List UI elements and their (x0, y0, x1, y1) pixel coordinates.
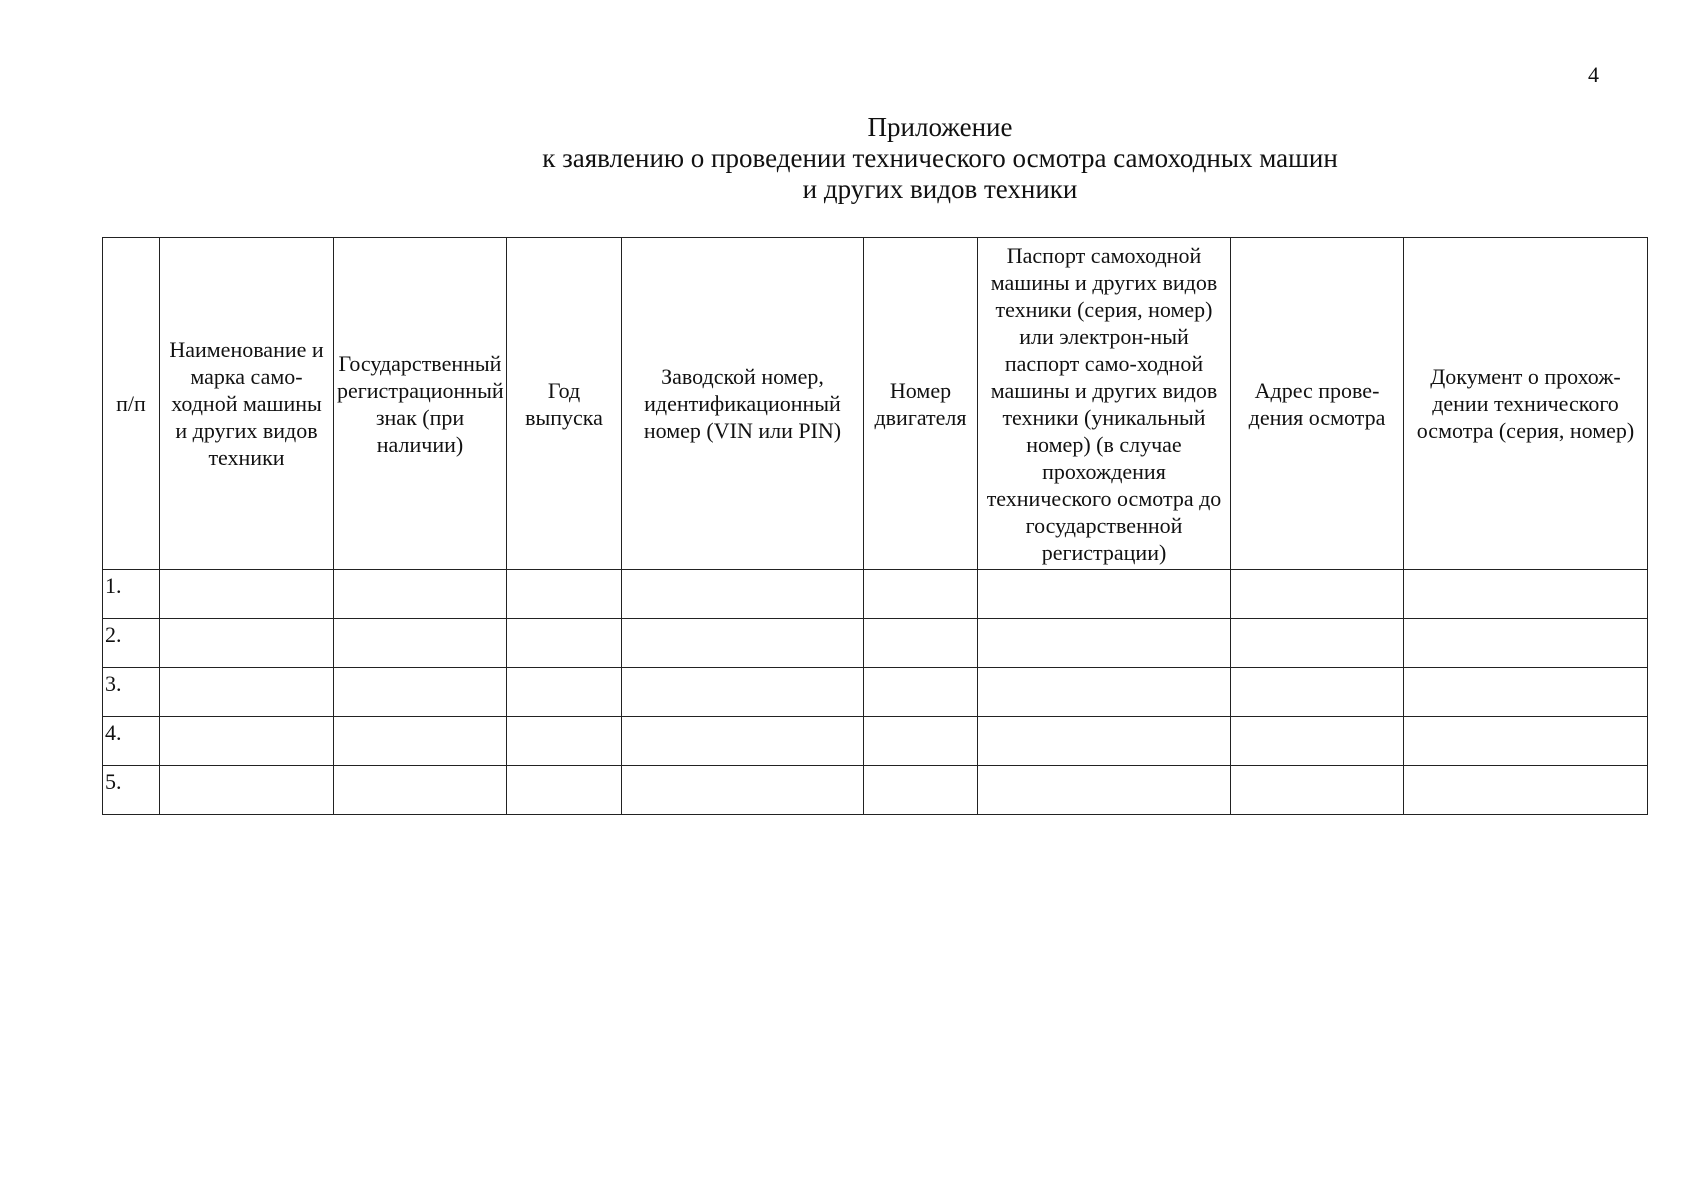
vin-pin-cell[interactable] (622, 668, 864, 717)
year-cell[interactable] (507, 766, 622, 815)
table-row (103, 570, 1648, 619)
title-line-1: Приложение (867, 112, 1013, 142)
vin-pin-cell[interactable] (622, 619, 864, 668)
name-brand-cell[interactable] (160, 619, 334, 668)
passport-cell[interactable] (978, 668, 1231, 717)
name-brand-cell[interactable] (160, 717, 334, 766)
row-number-cell: 1. (103, 570, 160, 619)
inspection-document-cell[interactable] (1404, 570, 1648, 619)
name-brand-cell[interactable] (160, 668, 334, 717)
table-row (103, 668, 1648, 717)
inspection-document-cell[interactable] (1404, 766, 1648, 815)
name-brand-cell[interactable] (160, 570, 334, 619)
vin-pin-cell[interactable] (622, 766, 864, 815)
inspection-address-cell[interactable] (1231, 766, 1404, 815)
engine-number-cell[interactable] (864, 570, 978, 619)
registration-plate-cell[interactable] (334, 717, 507, 766)
inspection-address-cell[interactable] (1231, 619, 1404, 668)
table-row (103, 717, 1648, 766)
engine-number-cell[interactable] (864, 717, 978, 766)
header-name-brand: Наименование и марка само-ходной машины и других видов техники (160, 238, 334, 570)
vin-pin-cell[interactable] (622, 570, 864, 619)
inspection-address-cell[interactable] (1231, 668, 1404, 717)
name-brand-cell[interactable] (160, 766, 334, 815)
appendix-title (380, 112, 1500, 205)
row-number-cell: 3. (103, 668, 160, 717)
inspection-address-cell[interactable] (1231, 717, 1404, 766)
year-cell[interactable] (507, 619, 622, 668)
registration-plate-cell[interactable] (334, 668, 507, 717)
header-inspection-address: Адрес прове-дения осмотра (1231, 238, 1404, 570)
table-row (103, 619, 1648, 668)
header-row-number: п/п (103, 238, 160, 570)
table-row (103, 766, 1648, 815)
title-line-2: к заявлению о проведении технического осмотра самоходных машин (542, 143, 1338, 173)
year-cell[interactable] (507, 717, 622, 766)
row-number-cell: 4. (103, 717, 160, 766)
title-line-3: и других видов техники (802, 174, 1078, 204)
year-cell[interactable] (507, 570, 622, 619)
machines-table (102, 237, 1648, 815)
vin-pin-cell[interactable] (622, 717, 864, 766)
year-cell[interactable] (507, 668, 622, 717)
header-registration-plate: Государственный регистрационный знак (при наличии) (334, 238, 507, 570)
passport-cell[interactable] (978, 766, 1231, 815)
engine-number-cell[interactable] (864, 766, 978, 815)
row-number-cell: 5. (103, 766, 160, 815)
header-year: Год выпуска (507, 238, 622, 570)
registration-plate-cell[interactable] (334, 766, 507, 815)
engine-number-cell[interactable] (864, 619, 978, 668)
passport-cell[interactable] (978, 619, 1231, 668)
table-header-row (103, 238, 1648, 570)
passport-cell[interactable] (978, 570, 1231, 619)
inspection-document-cell[interactable] (1404, 619, 1648, 668)
header-vin-pin: Заводской номер, идентификационный номер (VIN или PIN) (622, 238, 864, 570)
header-inspection-document: Документ о прохож-дении технического осмотра (серия, номер) (1404, 238, 1648, 570)
page-number: 4 (1588, 62, 1599, 87)
passport-cell[interactable] (978, 717, 1231, 766)
header-passport: Паспорт самоходной машины и других видов техники (серия, номер) или электрон-ный паспорт само-ходной машины и других видов техники (уникальный номер) (в случае прохождения технического осмотра до государственной регистрации) (978, 238, 1231, 570)
header-engine-number: Номер двигателя (864, 238, 978, 570)
row-number-cell: 2. (103, 619, 160, 668)
inspection-document-cell[interactable] (1404, 668, 1648, 717)
inspection-document-cell[interactable] (1404, 717, 1648, 766)
inspection-address-cell[interactable] (1231, 570, 1404, 619)
registration-plate-cell[interactable] (334, 619, 507, 668)
engine-number-cell[interactable] (864, 668, 978, 717)
registration-plate-cell[interactable] (334, 570, 507, 619)
